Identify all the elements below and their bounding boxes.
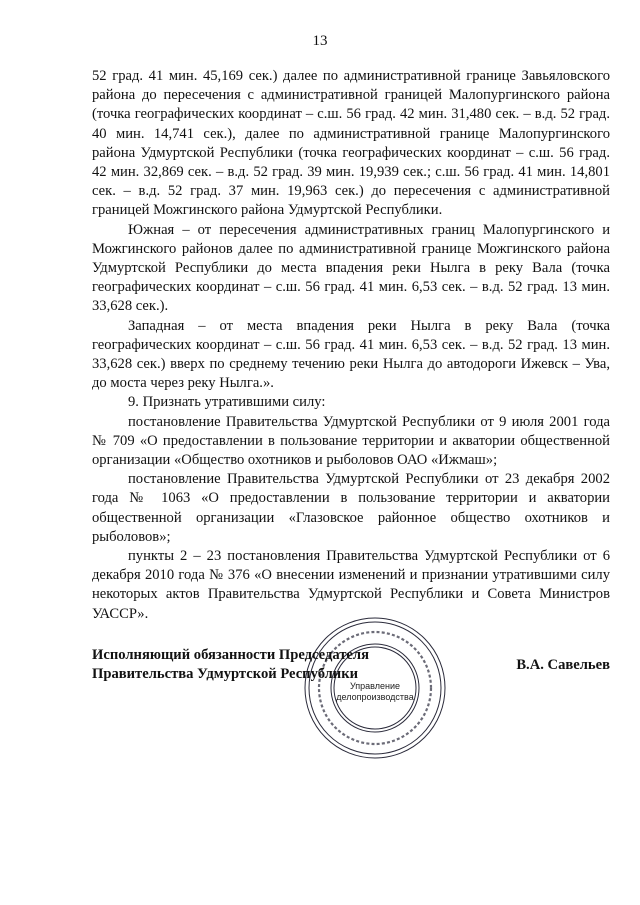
paragraph-repealed-376: пункты 2 – 23 постановления Правительства Удмуртской Республики от 6 декабря 2010 года № 376 «О внесении изменений и признании утратившими силу некоторых актов Правительства Удмуртской Республики и Совета Министров УАССР». [92,548,610,622]
stamp-center-line1: Управление [349,681,401,691]
paragraph-boundary-west: Западная – от места впадения реки Нылга в реку Вала (точка географических координат – с.ш. 56 град. 41 мин. 6,53 сек. – в.д. 52 град. 13 мин. 33,628 сек.) вверх по среднему течению реки Нылга до автодороги Ижевск – Ува, до моста через реку Нылга.». [92,317,610,392]
official-stamp [300,613,450,763]
paragraph-repealed-709: постановление Правительства Удмуртской Республики от 9 июля 2001 года № 709 «О предоставлении в пользование территории и акватории общественной организации «Общество охотников и рыболовов ОАО «Ижмаш»; [92,413,610,469]
signatory-title-line2: Правительства Удмуртской Республики [92,666,359,682]
signatory-title [92,646,369,684]
page-number: 13 [312,33,328,49]
paragraph-repealed-1063: постановление Правительства Удмуртской Республики от 23 декабря 2002 года № 1063 «О предоставлении в пользование территории и акватории общественной организации «Глазовское районное общество охотников и рыболовов»; [92,471,610,545]
signatory-title-line1: Исполняющий обязанности Председателя [92,647,369,663]
stamp-center-line2: делопроизводства [336,692,414,702]
paragraph-item-9: 9. Признать утратившими силу: [128,394,326,411]
document-body [92,67,610,624]
paragraph-boundary-east-end: 52 град. 41 мин. 45,169 сек.) далее по административной границе Завьяловского района до пересечения с административной границей Малопургинского района (точка географических координат – с.ш. 56 град. 42 мин. 31,480 сек. – в.д. 52 град. 40 мин. 14,741 сек.), далее по административной границе Малопургинского района Удмуртской Республики (точка географических координат – с.ш. 56 град. 42 мин. 32,869 сек. – в.д. 52 град. 39 мин. 19,939 сек.; с.ш. 56 град. 41 мин. 14,801 сек. – в.д. 52 град. 37 мин. 19,963 сек.) до пересечения с административной границей Можгинского района Удмуртской Республики. [92,68,610,219]
signatory-name: В.А. Савельев [516,657,610,673]
paragraph-boundary-south: Южная – от пересечения административных границ Малопургинского и Можгинского районов далее по административной границе Можгинского района Удмуртской Республики до места впадения реки Нылга в реку Вала (точка географических координат – с.ш. 56 град. 41 мин. 6,53 сек. – в.д. 52 град. 13 мин. 33,628 сек.). [92,221,610,315]
